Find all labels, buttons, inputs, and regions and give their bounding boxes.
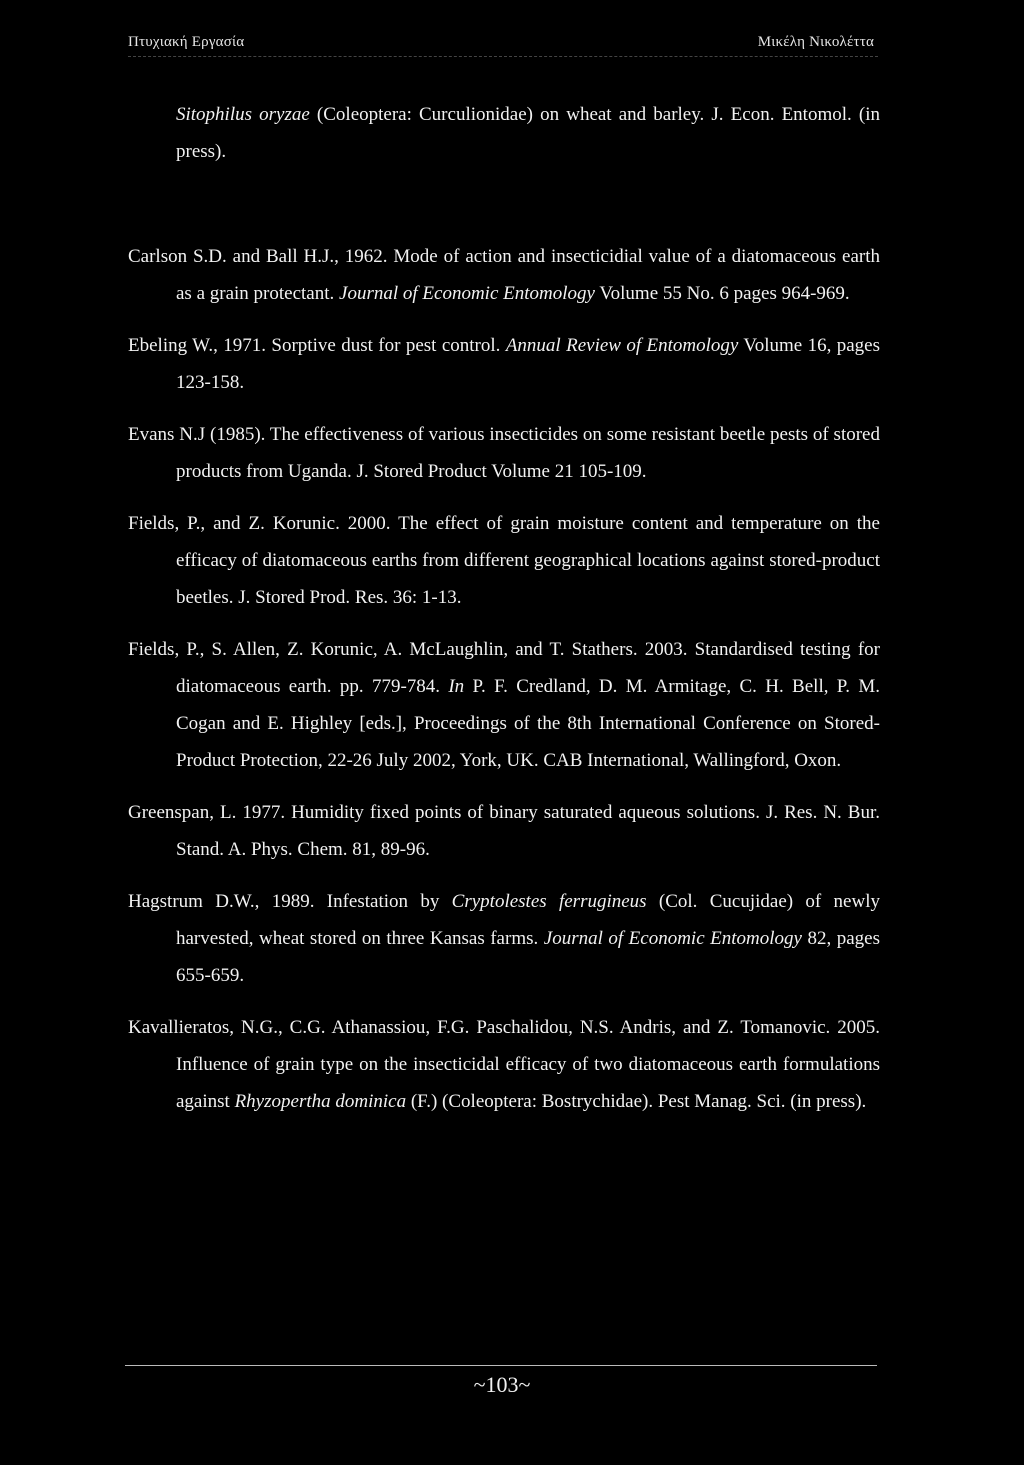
reference-text: Kavallieratos, N.G., C.G. Athanassiou, F.G. Paschalidou, N.S. Andris, and Z. Tomanovic. 2005. Influence of grain type on the insecticidal efficacy of two diatomaceous earth formulations against (128, 1017, 880, 1112)
reference-text: Ebeling W., 1971. Sorptive dust for pest control. (128, 335, 506, 356)
header-divider (128, 56, 878, 57)
journal-title: Annual Review of Entomology (505, 335, 739, 356)
reference-entry (128, 327, 880, 401)
reference-entry (128, 238, 880, 312)
header-author: Μικέλη Νικολέττα (757, 34, 874, 50)
reference-text: (Col. Cucujidae) of newly harvested, wheat stored on three Kansas farms. (176, 891, 880, 949)
header-title: Πτυχιακή Εργασία (128, 34, 245, 50)
reference-entry (128, 794, 880, 868)
reference-text: Fields, P., and Z. Korunic. 2000. The effect of grain moisture content and temperature on the efficacy of diatomaceous earths from different geographical locations against stored-product beetles. J. Stored Prod. Res. 36: 1-13. (128, 513, 880, 608)
reference-entry (128, 631, 880, 779)
species-name: Cryptolestes ferrugineus (451, 891, 647, 912)
reference-text: Hagstrum D.W., 1989. Infestation by (128, 891, 452, 912)
species-name: Rhyzopertha dominica (234, 1091, 407, 1112)
reference-entry (128, 883, 880, 994)
reference-text: Evans N.J (1985). The effectiveness of various insecticides on some resistant beetle pests of stored products from Uganda. J. Stored Product Volume 21 105-109. (128, 424, 880, 482)
italic-word: In (448, 676, 465, 697)
reference-text: Greenspan, L. 1977. Humidity fixed points of binary saturated aqueous solutions. J. Res. N. Bur. Stand. A. Phys. Chem. 81, 89-96. (128, 802, 880, 860)
journal-title: Journal of Economic Entomology (543, 928, 802, 949)
reference-entry (128, 96, 880, 170)
reference-text: P. F. Credland, D. M. Armitage, C. H. Bell, P. M. Cogan and E. Highley [eds.], Proceedings of the 8th International Conference on Stored-Product Protection, 22-26 July 2002, York, UK. CAB International, Wallingford, Oxon. (176, 676, 880, 771)
reference-text: Volume 16, pages 123-158. (176, 335, 881, 393)
footer-divider (125, 1365, 877, 1366)
reference-text: Volume 55 No. 6 pages 964-969. (594, 283, 850, 304)
reference-text: Fields, P., S. Allen, Z. Korunic, A. McLaughlin, and T. Stathers. 2003. Standardised testing for diatomaceous earth. pp. 779-784. (128, 639, 880, 697)
page-number: ~103~ (473, 1372, 531, 1397)
reference-list (128, 96, 880, 1120)
species-name: Sitophilus oryzae (176, 104, 310, 125)
reference-text: (Coleoptera: Curculionidae) on wheat and barley. J. Econ. Entomol. (in press). (176, 104, 880, 162)
journal-title: Journal of Economic Entomology (339, 283, 595, 304)
reference-text: (F.) (Coleoptera: Bostrychidae). Pest Manag. Sci. (in press). (406, 1091, 867, 1112)
reference-entry (128, 505, 880, 616)
reference-text: Carlson S.D. and Ball H.J., 1962. Mode of action and insecticidial value of a diatomaceous earth as a grain protectant. (128, 246, 880, 304)
reference-text: 82, pages 655-659. (176, 928, 880, 986)
reference-entry (128, 1009, 880, 1120)
reference-entry (128, 416, 880, 490)
